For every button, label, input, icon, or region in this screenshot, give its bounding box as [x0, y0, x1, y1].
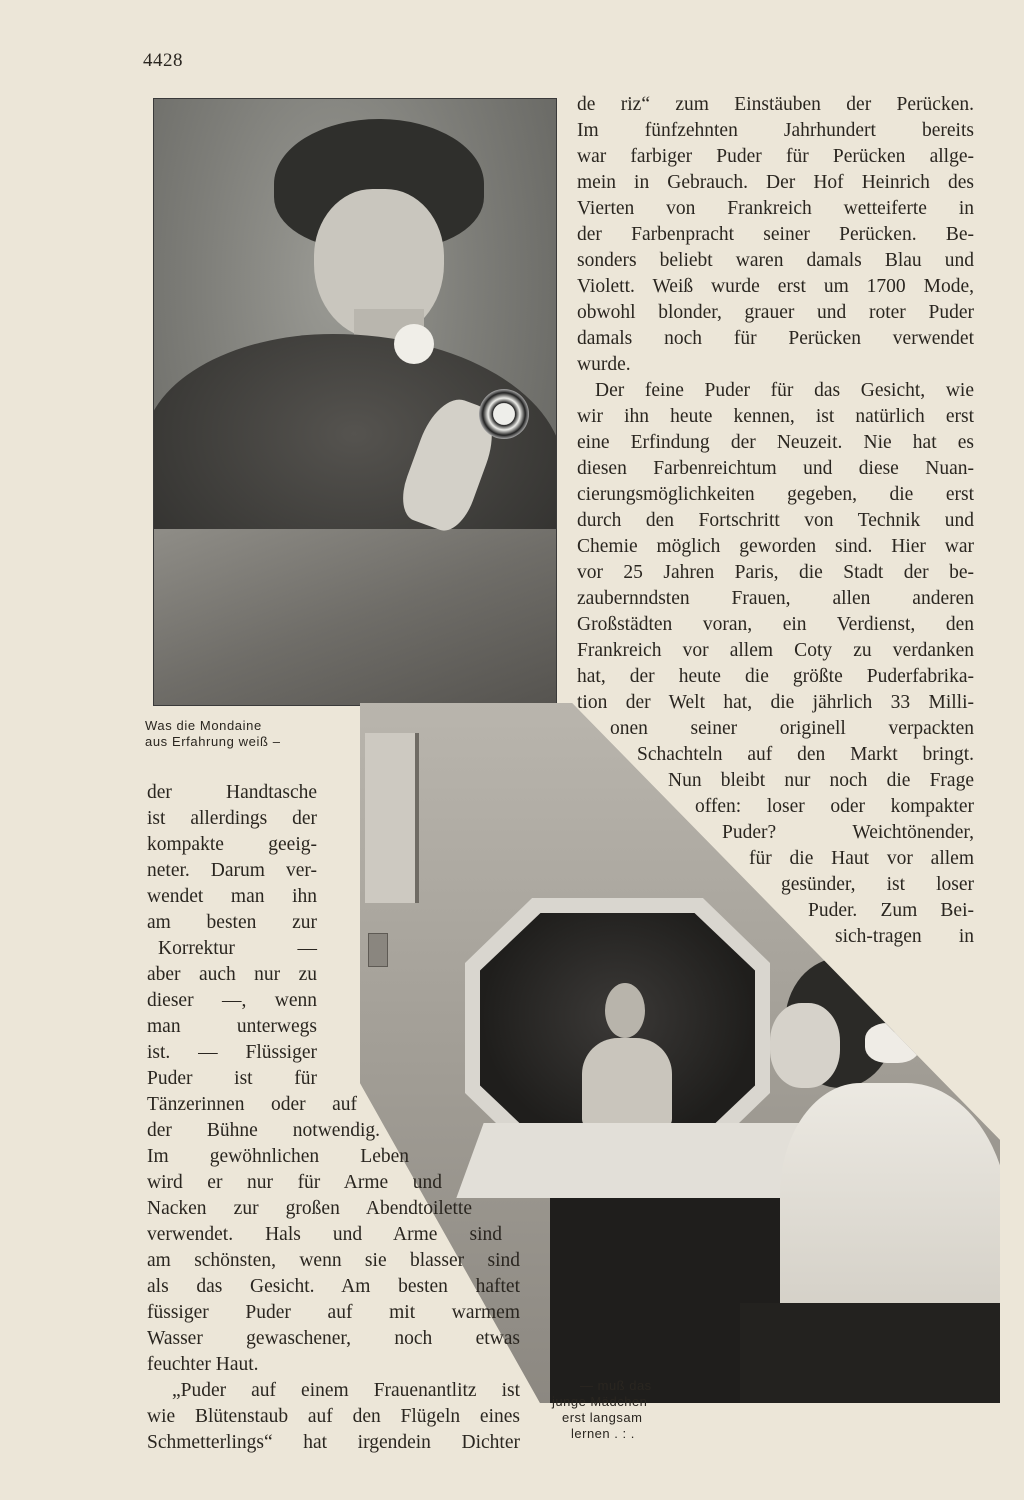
- text-line: Chemie möglich geworden sind. Hier war: [577, 536, 974, 557]
- caption-line: erst langsam: [562, 1410, 643, 1425]
- text-line: war farbiger Puder für Perücken allge-: [577, 146, 974, 167]
- text-line: Der feine Puder für das Gesicht, wie: [595, 380, 974, 401]
- text-line: mein in Gebrauch. Der Hof Heinrich des: [577, 172, 974, 193]
- photo-woman-with-fur-and-powder-compact: [153, 98, 557, 706]
- text-line: Nun bleibt nur noch die Frage: [668, 770, 974, 791]
- text-line: kompakte geeig-: [147, 834, 317, 855]
- page-number: 4428: [143, 50, 183, 71]
- text-line: am besten zur: [147, 912, 317, 933]
- caption-line: — muß das: [580, 1378, 652, 1393]
- text-line: feuchter Haut.: [147, 1354, 259, 1375]
- text-line: neter. Darum ver-: [147, 860, 317, 881]
- text-line: Puder ist für: [147, 1068, 317, 1089]
- text-line: Schachteln auf den Markt bringt.: [637, 744, 974, 765]
- text-line: Korrektur —: [158, 938, 317, 959]
- text-line: ist. — Flüssiger: [147, 1042, 317, 1063]
- text-line: Im fünfzehnten Jahrhundert bereits: [577, 120, 974, 141]
- text-line: Frankreich vor allem Coty zu verdanken: [577, 640, 974, 661]
- text-line: damals noch für Perücken verwendet: [577, 328, 974, 349]
- text-line: man unterwegs: [147, 1016, 317, 1037]
- caption-maedchen: [548, 1378, 652, 1442]
- caption-line: aus Erfahrung weiß –: [145, 734, 281, 749]
- photo-2-reflection-dress: [582, 1038, 672, 1128]
- text-line: Tänzerinnen oder auf: [147, 1094, 357, 1115]
- text-line: obwohl blonder, grauer und roter Puder: [577, 302, 974, 323]
- text-line: Im gewöhnlichen Leben: [147, 1146, 409, 1167]
- photo-1-compact: [479, 389, 529, 439]
- text-line: diesen Farbenreichtum und diese Nuan-: [577, 458, 974, 479]
- text-line: tion der Welt hat, die jährlich 33 Milli-: [577, 692, 974, 713]
- text-line: onen seiner originell verpackten: [610, 718, 974, 739]
- photo-2-chair: [740, 1303, 1000, 1403]
- caption-line: Was die Mondaine: [145, 718, 262, 733]
- text-line: de riz“ zum Einstäuben der Perücken.: [577, 94, 974, 115]
- caption-line: junge Mädchen: [552, 1394, 648, 1409]
- text-line: wir ihn heute kennen, ist natürlich erst: [577, 406, 974, 427]
- text-line: Puder. Zum Bei-: [808, 900, 974, 921]
- text-line: „Puder auf einem Frauenantlitz ist: [172, 1380, 520, 1401]
- caption-mondaine: [145, 718, 281, 750]
- text-line: sich-tragen in: [835, 926, 974, 947]
- text-line: Wasser gewaschener, noch etwas: [147, 1328, 520, 1349]
- text-line: zaubernndsten Frauen, allen anderen: [577, 588, 974, 609]
- text-line: gesünder, ist loser: [781, 874, 974, 895]
- text-line: Violett. Weiß wurde erst um 1700 Mode,: [577, 276, 974, 297]
- text-line: der Bühne notwendig.: [147, 1120, 380, 1141]
- photo-1-powder-puff: [394, 324, 434, 364]
- caption-line: lernen . : .: [571, 1426, 635, 1441]
- text-line: hat, der heute die größte Puderfabrika-: [577, 666, 974, 687]
- text-line: offen: loser oder kompakter: [695, 796, 974, 817]
- text-line: ist allerdings der: [147, 808, 317, 829]
- text-line: wie Blütenstaub auf den Flügeln eines: [147, 1406, 520, 1427]
- photo-2-light-switch: [368, 933, 388, 967]
- text-line: Vierten von Frankreich wetteiferte in: [577, 198, 974, 219]
- photo-2-wall-cabinet: [365, 733, 419, 903]
- text-line: durch den Fortschritt von Technik und: [577, 510, 974, 531]
- photo-2-reflection-face: [605, 983, 645, 1038]
- text-line: Nacken zur großen Abendtoilette: [147, 1198, 472, 1219]
- text-line: cierungsmöglichkeiten gegeben, die erst: [577, 484, 974, 505]
- text-line: sonders beliebt waren damals Blau und: [577, 250, 974, 271]
- text-line: dieser —, wenn: [147, 990, 317, 1011]
- text-line: der Farbenpracht seiner Perücken. Be-: [577, 224, 974, 245]
- text-line: Schmetterlings“ hat irgendein Dichter: [147, 1432, 520, 1453]
- photo-1-coat: [154, 529, 556, 706]
- text-line: am schönsten, wenn sie blasser sind: [147, 1250, 520, 1271]
- text-line: wird er nur für Arme und: [147, 1172, 442, 1193]
- text-line: verwendet. Hals und Arme sind: [147, 1224, 502, 1245]
- text-line: Großstädten voran, ein Verdienst, den: [577, 614, 974, 635]
- text-line: Puder? Weichtönender,: [722, 822, 974, 843]
- text-line: eine Erfindung der Neuzeit. Nie hat es: [577, 432, 974, 453]
- text-line: der Handtasche: [147, 782, 317, 803]
- text-line: vor 25 Jahren Paris, die Stadt der be-: [577, 562, 974, 583]
- text-line: füssiger Puder auf mit warmem: [147, 1302, 520, 1323]
- photo-2-girl-bow: [865, 1023, 920, 1063]
- text-line: wurde.: [577, 354, 631, 375]
- text-line: wendet man ihn: [147, 886, 317, 907]
- text-line: für die Haut vor allem: [749, 848, 974, 869]
- text-line: als das Gesicht. Am besten haftet: [147, 1276, 520, 1297]
- photo-2-girl-face: [770, 1003, 840, 1088]
- text-line: aber auch nur zu: [147, 964, 317, 985]
